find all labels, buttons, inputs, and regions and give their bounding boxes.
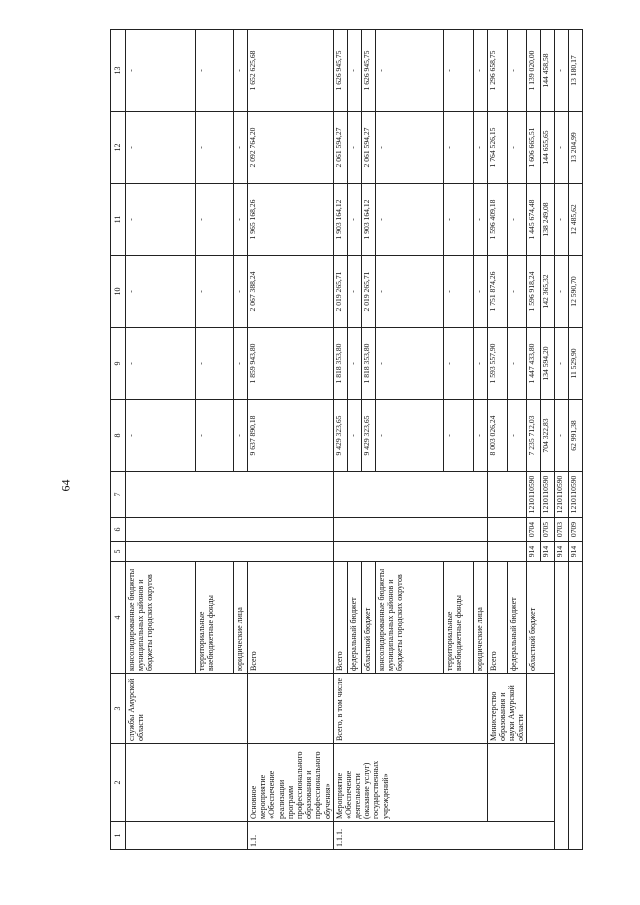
cell-value: 2 019 265,71 — [361, 256, 375, 328]
cell-value: - — [443, 328, 473, 400]
cell-value: - — [196, 30, 234, 112]
cell-value: - — [196, 256, 234, 328]
cell-value: - — [473, 30, 487, 112]
cell-value: - — [375, 30, 443, 112]
cell-value: - — [126, 400, 196, 472]
cell-value: - — [555, 30, 569, 112]
cell-value: - — [126, 184, 196, 256]
cell-value: - — [375, 256, 443, 328]
cell-title: Мероприятие «Обеспечение деятельности (оказание услуг) государственных учреждений» — [333, 744, 487, 822]
cell-value: - — [443, 112, 473, 184]
cell-value: 2 067 388,24 — [248, 256, 334, 328]
cell-code: 1210110590 — [555, 472, 569, 518]
cell-value: - — [555, 256, 569, 328]
cell-value: - — [507, 256, 527, 328]
cell-value: - — [196, 400, 234, 472]
cell-source-label: федеральный бюджет — [507, 562, 527, 674]
cell-empty — [487, 518, 527, 542]
header-row — [111, 30, 126, 850]
cell-value: - — [347, 328, 361, 400]
cell-value: - — [375, 400, 443, 472]
cell-executor: Всего, в том числе — [333, 674, 487, 744]
cell-value: - — [507, 328, 527, 400]
table-row — [248, 30, 334, 850]
cell-source-label: федеральный бюджет — [347, 562, 361, 674]
cell-value: 7 235 712,03 — [527, 400, 541, 472]
cell-value: - — [443, 30, 473, 112]
cell-value: - — [375, 112, 443, 184]
cell-empty — [487, 472, 527, 518]
cell-value: - — [196, 112, 234, 184]
cell-source-label: областной бюджет — [361, 562, 375, 674]
header-cell: 9 — [111, 328, 126, 400]
header-cell: 8 — [111, 400, 126, 472]
cell-code: 914 — [555, 542, 569, 562]
page-number: 64 — [58, 479, 73, 492]
header-cell: 5 — [111, 542, 126, 562]
cell-value: - — [347, 400, 361, 472]
cell-value: 1 445 674,48 — [527, 184, 541, 256]
cell-value: 12 485,62 — [569, 184, 583, 256]
cell-value: - — [234, 184, 248, 256]
cell-value: 1 818 353,80 — [361, 328, 375, 400]
header-cell: 1 — [111, 822, 126, 850]
cell-value: - — [375, 184, 443, 256]
cell-value: 142 365,32 — [541, 256, 555, 328]
cell-value: 144 655,65 — [541, 112, 555, 184]
cell-code: 914 — [541, 542, 555, 562]
cell-value: - — [555, 400, 569, 472]
table-row — [569, 30, 583, 850]
cell-value: 2 061 594,27 — [333, 112, 347, 184]
cell-value: 1 903 164,12 — [361, 184, 375, 256]
cell-value: - — [234, 328, 248, 400]
cell-value: - — [473, 328, 487, 400]
cell-executor: Министерство образования и науки Амурской области — [487, 674, 527, 744]
cell-value: - — [507, 112, 527, 184]
cell-source-label: консолидированные бюджеты муниципальных районов и бюджеты городских округов — [126, 562, 196, 674]
cell-value: 8 003 026,24 — [487, 400, 507, 472]
cell-value: 62 991,38 — [569, 400, 583, 472]
cell-code: 0704 — [527, 518, 541, 542]
cell-empty — [555, 562, 569, 850]
cell-value: 11 529,90 — [569, 328, 583, 400]
header-cell: 11 — [111, 184, 126, 256]
cell-value: - — [347, 30, 361, 112]
cell-empty — [126, 744, 248, 822]
cell-value: 2 092 764,20 — [248, 112, 334, 184]
table-row — [333, 30, 347, 850]
cell-value: 1 606 665,51 — [527, 112, 541, 184]
cell-value: - — [555, 328, 569, 400]
budget-table — [110, 30, 579, 850]
cell-empty — [248, 674, 334, 744]
cell-empty — [333, 472, 487, 518]
cell-source-label: территориальные внебюджетные фонды — [443, 562, 473, 674]
header-cell: 12 — [111, 112, 126, 184]
cell-value: 1 626 945,75 — [333, 30, 347, 112]
cell-value: - — [234, 112, 248, 184]
rotated-table-wrapper — [110, 30, 579, 850]
cell-number: 1.1. — [248, 822, 334, 850]
cell-value: - — [507, 400, 527, 472]
cell-value: - — [347, 256, 361, 328]
cell-value: - — [196, 328, 234, 400]
cell-number: 1.1.1. — [333, 822, 555, 850]
cell-value: - — [126, 256, 196, 328]
cell-empty — [487, 744, 555, 822]
cell-source-label: юридические лица — [473, 562, 487, 674]
cell-code: 0705 — [541, 518, 555, 542]
cell-value: - — [473, 256, 487, 328]
cell-value: - — [126, 112, 196, 184]
cell-source-label: юридические лица — [234, 562, 248, 674]
cell-value: - — [473, 112, 487, 184]
cell-source-label: Всего — [333, 562, 347, 674]
header-cell: 3 — [111, 674, 126, 744]
cell-code: 0703 — [555, 518, 569, 542]
cell-empty — [487, 542, 527, 562]
cell-value: 1 139 020,00 — [527, 30, 541, 112]
cell-value: 9 429 323,65 — [333, 400, 347, 472]
cell-value: 1 596 918,24 — [527, 256, 541, 328]
cell-value: 1 593 557,90 — [487, 328, 507, 400]
cell-empty — [126, 822, 248, 850]
cell-value: 13 180,17 — [569, 30, 583, 112]
cell-value: - — [555, 112, 569, 184]
cell-value: - — [473, 184, 487, 256]
header-cell: 10 — [111, 256, 126, 328]
header-cell: 7 — [111, 472, 126, 518]
cell-value: 704 322,83 — [541, 400, 555, 472]
cell-value: 1 751 874,26 — [487, 256, 507, 328]
cell-code: 914 — [527, 542, 541, 562]
cell-value: 134 594,20 — [541, 328, 555, 400]
header-cell: 4 — [111, 562, 126, 674]
cell-empty — [333, 542, 487, 562]
cell-value: 1 903 164,12 — [333, 184, 347, 256]
cell-value: - — [555, 184, 569, 256]
cell-empty — [126, 472, 334, 518]
cell-source-label: Всего — [487, 562, 507, 674]
cell-value: 1 859 943,80 — [248, 328, 334, 400]
cell-code: 1210110590 — [569, 472, 583, 518]
cell-value: - — [234, 400, 248, 472]
cell-source-label: территориальные внебюджетные фонды — [196, 562, 234, 674]
cell-value: 144 458,58 — [541, 30, 555, 112]
cell-value: 2 061 594,27 — [361, 112, 375, 184]
table-row — [527, 30, 541, 850]
table-row — [555, 30, 569, 850]
header-cell: 2 — [111, 744, 126, 822]
table-row — [126, 30, 196, 850]
cell-empty — [333, 518, 487, 542]
cell-value: - — [234, 30, 248, 112]
cell-value: - — [443, 400, 473, 472]
cell-value: 1 296 658,75 — [487, 30, 507, 112]
cell-value: - — [126, 328, 196, 400]
cell-title: Основное мероприятие «Обеспечение реализации программ профессионального образования и профессионального обучения» — [248, 744, 334, 822]
cell-value: 9 429 323,65 — [361, 400, 375, 472]
cell-value: 1 447 433,80 — [527, 328, 541, 400]
cell-value: - — [347, 112, 361, 184]
cell-empty — [527, 674, 555, 744]
cell-value: - — [507, 30, 527, 112]
cell-value: 1 818 353,80 — [333, 328, 347, 400]
cell-value: 1 652 625,68 — [248, 30, 334, 112]
cell-value: - — [507, 184, 527, 256]
cell-value: 1 596 409,18 — [487, 184, 507, 256]
cell-code: 1210110590 — [541, 472, 555, 518]
cell-source-label: областной бюджет — [527, 562, 555, 674]
cell-executor: службы Амурской области — [126, 674, 248, 744]
table-row — [487, 30, 507, 850]
cell-value: 138 249,08 — [541, 184, 555, 256]
cell-code: 0709 — [569, 518, 583, 542]
cell-source-label: консолидированные бюджеты муниципальных районов и бюджеты городских округов — [375, 562, 443, 674]
cell-code: 914 — [569, 542, 583, 562]
cell-value: 2 019 265,71 — [333, 256, 347, 328]
cell-value: - — [375, 328, 443, 400]
cell-empty — [126, 542, 334, 562]
cell-value: 9 637 890,18 — [248, 400, 334, 472]
cell-value: - — [196, 184, 234, 256]
cell-empty — [126, 518, 334, 542]
header-cell: 6 — [111, 518, 126, 542]
cell-source-label: Всего — [248, 562, 334, 674]
cell-value: - — [234, 256, 248, 328]
cell-value: 1 764 526,15 — [487, 112, 507, 184]
cell-value: 1 965 168,26 — [248, 184, 334, 256]
cell-value: 13 204,99 — [569, 112, 583, 184]
cell-value: 12 590,70 — [569, 256, 583, 328]
cell-value: - — [443, 184, 473, 256]
cell-value: - — [443, 256, 473, 328]
cell-code: 1210110590 — [527, 472, 541, 518]
cell-value: - — [126, 30, 196, 112]
cell-value: - — [473, 400, 487, 472]
cell-value: - — [347, 184, 361, 256]
cell-value: 1 626 945,75 — [361, 30, 375, 112]
header-cell: 13 — [111, 30, 126, 112]
cell-empty — [569, 562, 583, 850]
